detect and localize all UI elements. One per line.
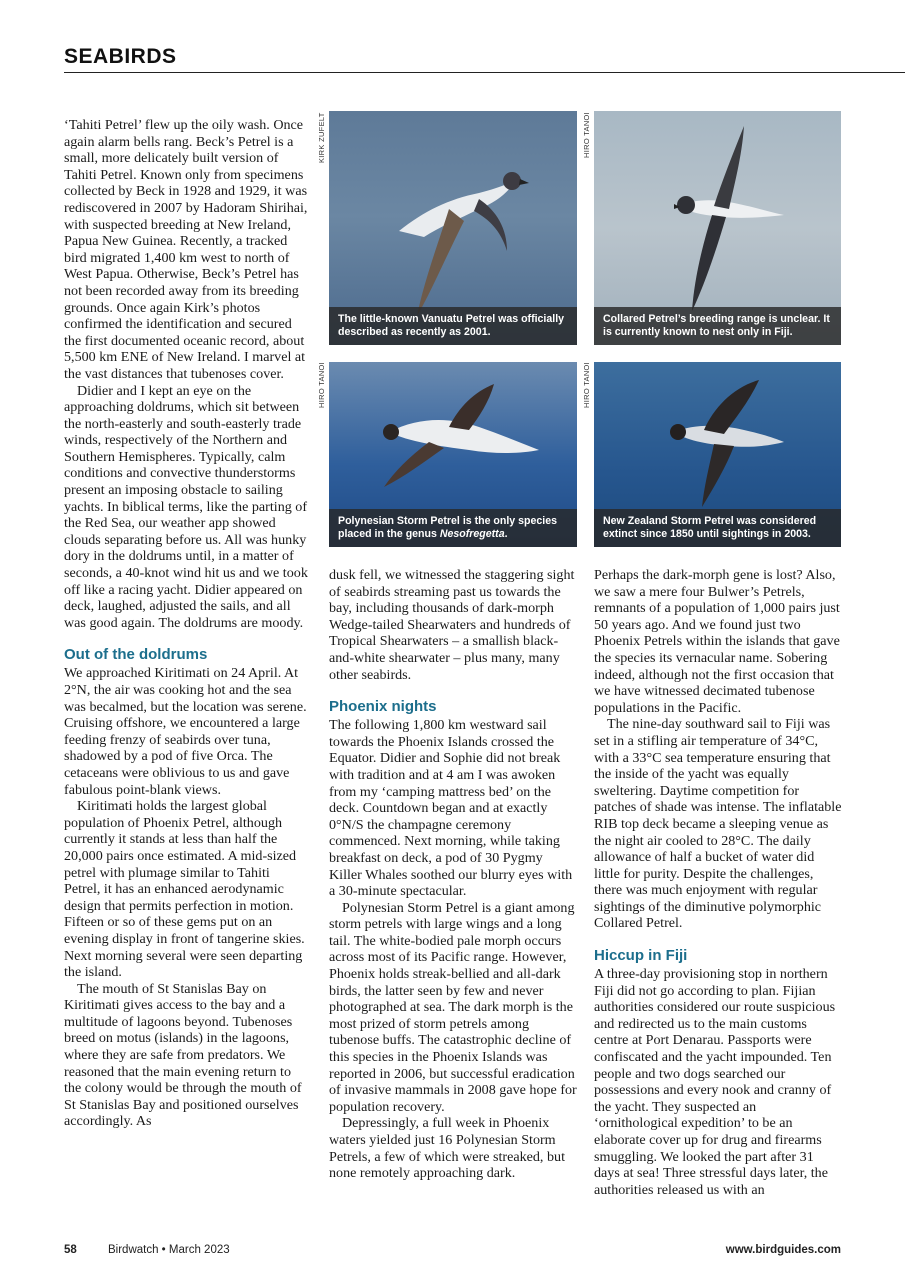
caption-genus: Nesofregetta [439,528,505,540]
section-title: SEABIRDS [64,45,177,68]
magazine-issue: Birdwatch • March 2023 [108,1244,230,1256]
paragraph: Perhaps the dark-morph gene is lost? Also, we saw a mere four Bulwer’s Petrels, remnants of a population of 1,000 pairs just 50 years ago. And we found just two Phoenix Petrels within the islands that gave the species its vernacular name. Sobering indeed, although not the first occasion that we have witnessed decimated tubenose populations in the Pacific. [594,567,840,716]
caption-text: Polynesian Storm Petrel is the only species placed in the genus [338,515,558,540]
photo-credit: KIRK ZUFELT [317,112,326,163]
photo-collared-petrel [594,111,841,345]
website-url[interactable]: www.birdguides.com [725,1244,841,1256]
photo-new-zealand-storm-petrel [594,362,841,547]
photo-caption [329,509,577,547]
photo-credit: HIRO TANOI [317,361,326,408]
photo-caption: New Zealand Storm Petrel was considered extinct since 1850 until sightings in 2003. [594,509,841,547]
subheading: Out of the doldrums [64,646,208,664]
paragraph: The following 1,800 km westward sail towards the Phoenix Islands crossed the Equator. Didier and Sophie did not break with tradition and at 4 am I was awoken from my ‘camping mattress bed’ on the deck. Countdown began and at exactly 0°N/S the champagne ceremony commenced. Next morning, while taking breakfast on deck, a pod of 30 Pygmy Killer Whales soothed our blurry eyes with a 30-minute spectacular. [329,717,573,900]
article-column-2 [329,567,577,1182]
subheading: Phoenix nights [329,698,437,716]
paragraph: The nine-day southward sail to Fiji was set in a stifling air temperature of 34°C, with a 33°C sea temperature ensuring that the inside of the yacht was equally sweltering. Daytime competition for patches of shade was intense. The inflatable RIB top deck became a sleeping venue as the night air cooled to 28°C. The daily allowance of half a bucket of water did little for purity. Despite the challenges, there was much enjoyment with regular sightings of the diminutive polymorphic Collared Petrel. [594,716,842,932]
photo-credit: HIRO TANOI [582,361,591,408]
paragraph: We approached Kiritimati on 24 April. At 2°N, the air was cooking hot and the sea was becalmed, but the location was serene. Cruising offshore, we encountered a large feeding frenzy of seabirds over tuna, shadowed by a pod of five Orca. The cetaceans were oblivious to us and gave fabulous point-blank views. [64,665,307,798]
paragraph: ‘Tahiti Petrel’ flew up the oily wash. Once again alarm bells rang. Beck’s Petrel is a small, more delicately built version of Tahiti Petrel. Known only from specimens collected by Beck in 1928 and 1929, it was rediscovered in 2007 by Hadoram Shirihai, with suspected breeding at New Ireland, Papua New Guinea. Recently, a tracked bird migrated 1,400 km west to north of West Papua. Otherwise, Beck’s Petrel has not been recorded away from its breeding grounds. Once again Kirk’s photos confirmed the identification and secured the first documented oceanic record, about 5,500 km ENE of New Ireland. I marvel at the vast distances that tubenoses cover. [64,117,308,382]
header-rule [64,72,905,73]
photo-credit: HIRO TANOI [582,111,591,158]
article-column-3 [594,567,842,1198]
subheading: Hiccup in Fiji [594,947,688,965]
photo-polynesian-storm-petrel [329,362,577,547]
paragraph: The mouth of St Stanislas Bay on Kiritimati gives access to the bay and a multitude of lagoons beyond. Tubenoses breed on motus (islands) in the lagoons, where they are safe from predators. We reasoned that the main evening return to the colony would be through the mouth of St Stanislas Bay and positioned ourselves accordingly. As [64,980,302,1130]
paragraph: Polynesian Storm Petrel is a giant among storm petrels with large wings and a long tail. The white-bodied pale morph occurs across most of its Pacific range. However, Phoenix holds streak-bellied and all-dark birds, the latter seen by few and never photographed at sea. The dark morph is the most prized of storm petrels among tubenose buffs. The catastrophic decline of this species in the Phoenix Islands was reported in 2006, but successful eradication of invasive mammals in 2008 gave hope for population recovery. [329,899,577,1115]
photo-caption: Collared Petrel’s breeding range is unclear. It is currently known to nest only in Fiji. [594,307,841,345]
article-column-1 [64,117,309,1130]
paragraph: dusk fell, we witnessed the staggering sight of seabirds streaming past us towards the bay, including thousands of dark-morph Wedge-tailed Shearwaters and hundreds of Tropical Shearwaters – a smallish black-and-white shearwater – plus many, many other seabirds. [329,567,575,683]
paragraph: Depressingly, a full week in Phoenix waters yielded just 16 Polynesian Storm Petrels, a few of which were streaked, but none remotely approaching dark. [329,1115,565,1182]
paragraph: A three-day provisioning stop in northern Fiji did not go according to plan. Fijian authorities considered our route suspicious and redirected us to the main customs centre at Port Denarau. Passports were confiscated and the yacht impounded. Ten people and two dogs searched our possessions and every nook and cranny of the yacht. They suspected an ‘ornithological expedition’ to be an elaborate cover up for drug and firearms smuggling. We looked the part after 31 days at sea! Three stressful days later, the authorities released us with an [594,966,836,1198]
photo-caption: The little-known Vanuatu Petrel was officially described as recently as 2001. [329,307,577,345]
caption-text: . [504,528,508,540]
photo-vanuatu-petrel [329,111,577,345]
page-number: 58 [64,1244,77,1256]
paragraph: Kiritimati holds the largest global population of Phoenix Petrel, although currently it stands at less than half the 20,000 pairs once estimated. A mid-sized petrel with plumage similar to Tahiti Petrel, it has an enhanced aerodynamic design that permits perfection in motion. Fifteen or so of these gems put on an evening display in front of tangerine skies. Next morning several were seen departing the island. [64,798,305,981]
paragraph: Didier and I kept an eye on the approaching doldrums, which sit between the north-easterly and south-easterly trade winds, respectively of the Northern and Southern Hemispheres. Typically, calm conditions and convective thunderstorms present an imposing obstacle to sailing yachts. In biblical terms, like the parting of the Red Sea, our weather app showed clouds separating before us. All was hunky dory in the doldrums until, in a matter of seconds, a 40-knot wind hit us and we took off like a racing yacht. Didier appeared on deck, laughed, adjusted the sails, and all was good again. The doldrums are moody. [64,382,308,631]
